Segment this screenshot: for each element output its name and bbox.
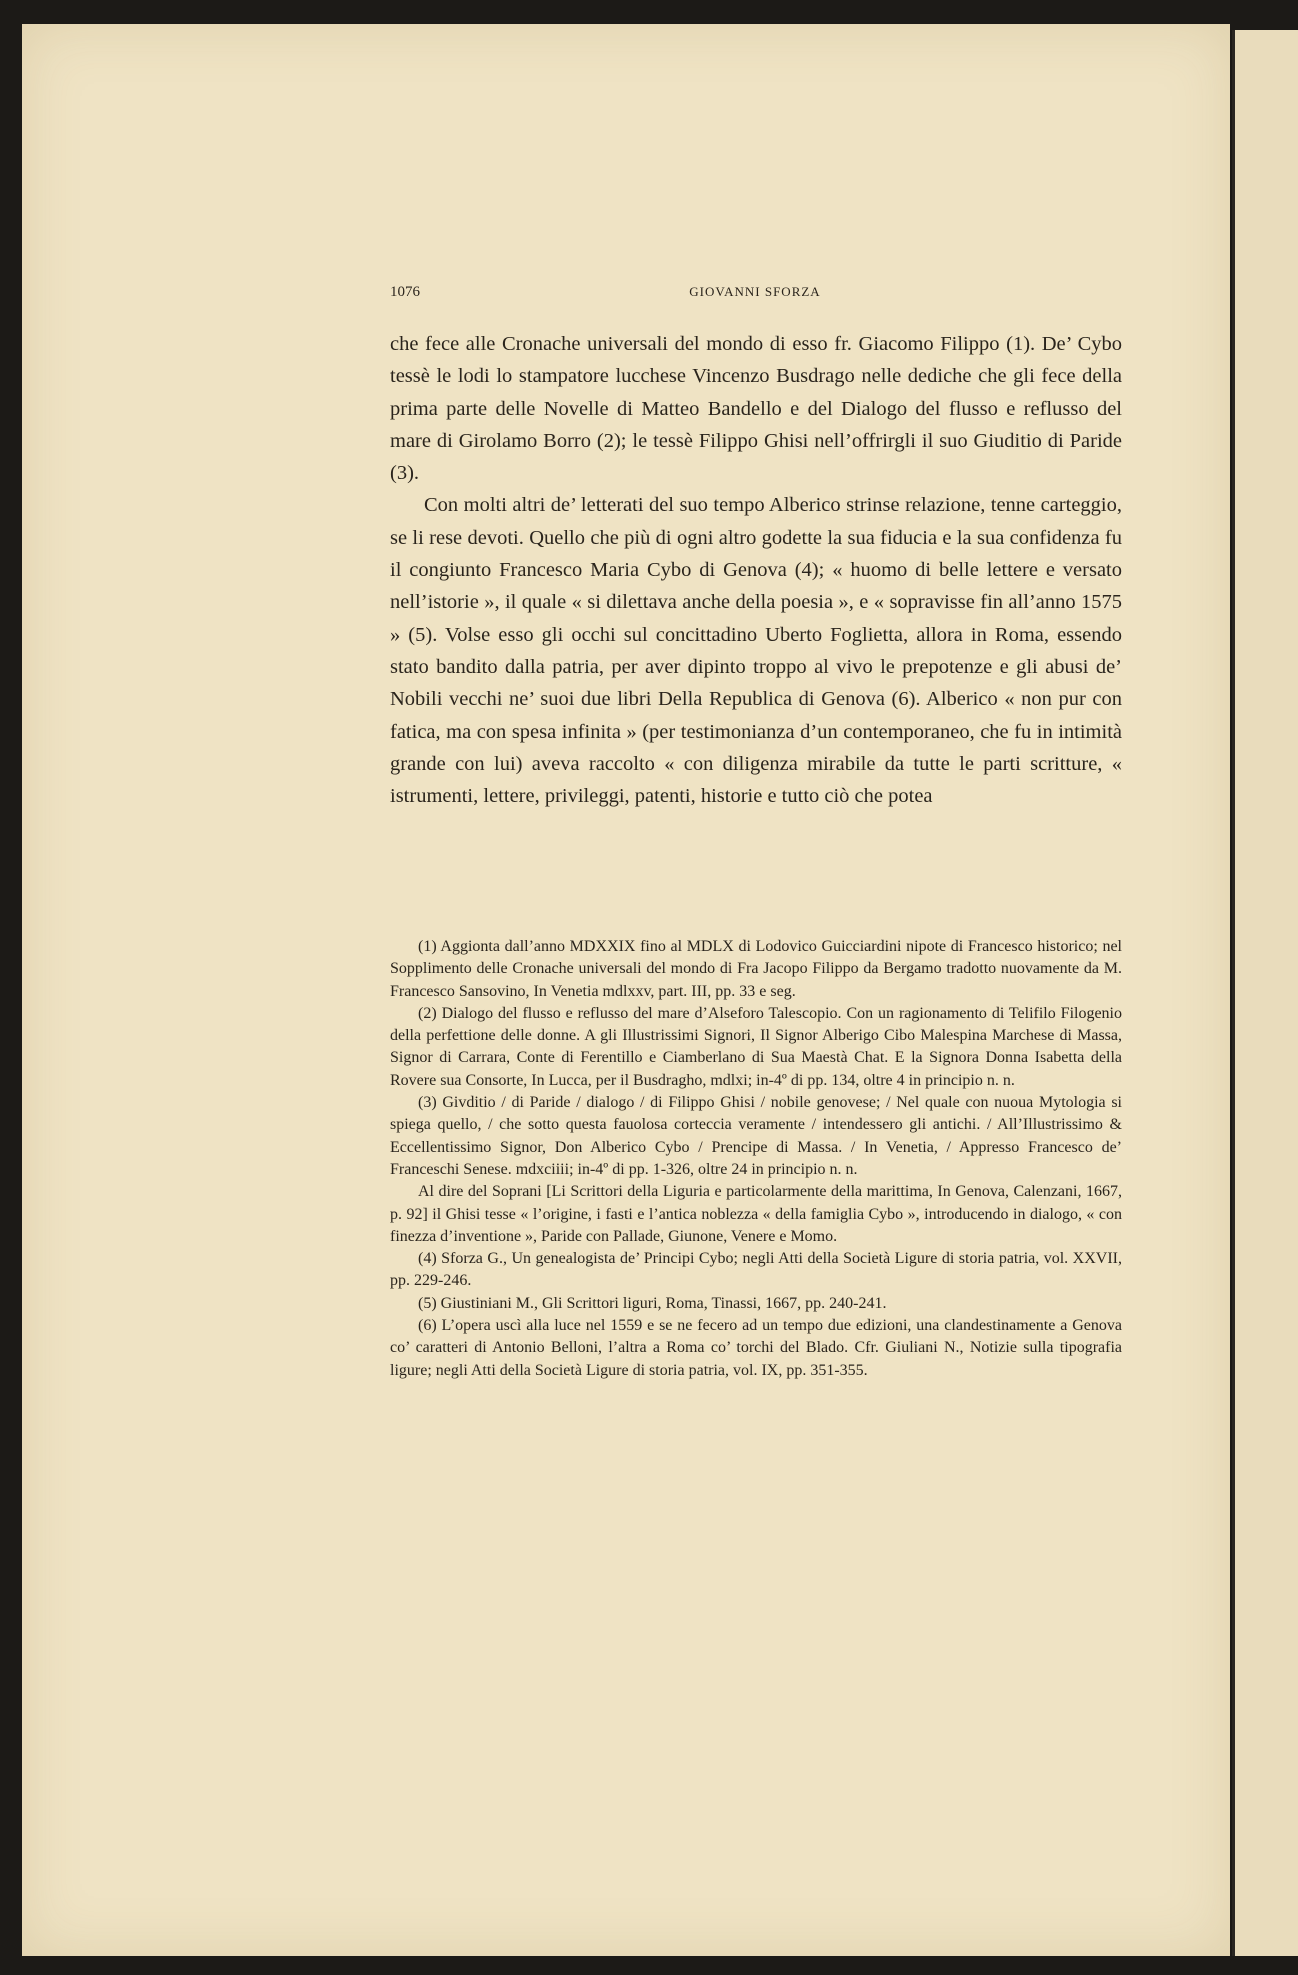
footnote-5: (5) Giustiniani M., Gli Scrittori liguri, Roma, Tinassi, 1667, pp. 240-241. [418, 1294, 887, 1312]
footnote-6: (6) L’opera uscì alla luce nel 1559 e se ne fecero ad un tempo due edizioni, una clandestinamente a Genova co’ caratteri di Antonio Belloni, l’altra a Roma co’ torchi del Blado. Cfr. Giuliani N., Notizie sulla tipografia ligure; negli Atti della Società Ligure di storia patria, vol. IX, pp. 351-355. [390, 1317, 1122, 1379]
page-header [390, 284, 1120, 306]
paragraph-2: Con molti altri de’ letterati del suo tempo Alberico strinse relazione, tenne carteggio, se li rese devoti. Quello che più di ogni altro godette la sua fiducia e la sua confidenza fu il congiunto Francesco Maria Cybo di Genova (4); « huomo di belle lettere e versato nell’istorie », il quale « si dilettava anche della poesia », e « sopravisse fin all’anno 1575 » (5). Volse esso gli occhi sul concittadino Uberto Foglietta, allora in Roma, essendo stato bandito dalla patria, per aver dipinto troppo al vivo le prepotenze e gli abusi de’ Nobili vecchi ne’ suoi due libri Della Republica di Genova (6). Alberico « non pur con fatica, ma con spesa infinita » (per testimonianza d’un contemporaneo, che fu in intimità grande con lui) aveva raccolto « con diligenza mirabile da tutte le parti scritture, « istrumenti, lettere, privileggi, patenti, historie e tutto ciò che potea [390, 494, 1122, 808]
footnote-2: (2) Dialogo del flusso e reflusso del mare d’Alseforo Talescopio. Con un ragionamento di Telifilo Filogenio della perfettione delle donne. A gli Illustrissimi Signori, Il Signor Alberigo Cibo Malespina Marchese di Massa, Signor di Carrara, Conte di Ferentillo e Ciamberlano di Sua Maestà Chat. E la Signora Donna Isabetta della Rovere sua Consorte, In Lucca, per il Busdragho, mdlxi; in-4º di pp. 134, oltre 4 in principio n. n. [390, 1004, 1122, 1089]
footnote-4: (4) Sforza G., Un genealogista de’ Principi Cybo; negli Atti della Società Ligure di storia patria, vol. XXVII, pp. 229-246. [390, 1250, 1122, 1290]
adjacent-page-edge [1232, 30, 1298, 1956]
footnote-3: (3) Givditio / di Paride / dialogo / di Filippo Ghisi / nobile genovese; / Nel quale con nuoua Mytologia si spiega quello, / che sotto questa fauolosa corteccia veramente / intendessero gli antichi. / All’Illustrissimo & Eccellentissimo Signor, Don Alberico Cybo / Prencipe di Massa. / In Venetia, / Appresso Francesco de’ Franceschi Senese. mdxciiii; in-4º di pp. 1-326, oltre 24 in principio n. n. [390, 1094, 1122, 1178]
footnotes [390, 936, 1122, 1382]
running-title: GIOVANNI SFORZA [689, 284, 821, 299]
footnote-3-continued: Al dire del Soprani [Li Scrittori della Liguria e particolarmente della marittima, In Genova, Calenzani, 1667, p. 92] il Ghisi tesse « l’origine, i fasti e l’antica noblezza « della famiglia Cybo », introducendo in dialogo, « con finezza d’inventione », Paride con Pallade, Giunone, Venere e Momo. [390, 1183, 1122, 1245]
footnote-1: (1) Aggionta dall’anno MDXXIX fino al MDLX di Lodovico Guicciardini nipote di Francesco historico; nel Sopplimento delle Cronache universali del mondo di Fra Jacopo Filippo da Bergamo tradotto nuovamente da M. Francesco Sansovino, In Venetia mdlxxv, part. III, pp. 33 e seg. [390, 938, 1122, 1000]
paragraph-1: che fece alle Cronache universali del mondo di esso fr. Giacomo Filippo (1). De’ Cybo tessè le lodi lo stampatore lucchese Vincenzo Busdrago nelle dediche che gli fece della prima parte delle Novelle di Matteo Bandello e del Dialogo del flusso e reflusso del mare di Girolamo Borro (2); le tessè Filippo Ghisi nell’offrirgli il suo Giuditio di Paride (3). [390, 333, 1122, 485]
page-number: 1076 [390, 284, 420, 300]
main-text [390, 328, 1122, 812]
